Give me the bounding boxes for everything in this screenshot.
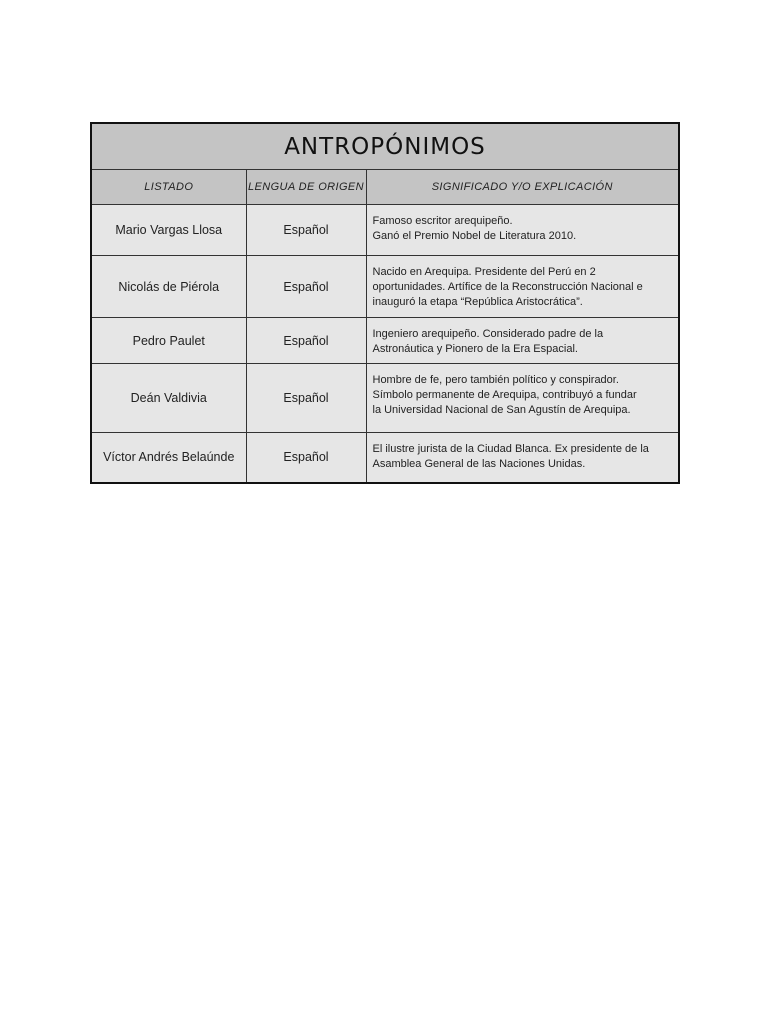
row-description — [366, 205, 679, 256]
table-title: ANTROPÓNIMOS — [91, 123, 679, 170]
header-listado: LISTADO — [91, 170, 246, 205]
description-line: Símbolo permanente de Arequipa, contribuyó a fundar — [372, 389, 637, 401]
table-row — [91, 433, 679, 483]
row-language: Español — [246, 364, 366, 433]
description-line: Ingeniero arequipeño. Considerado padre de la — [372, 328, 604, 340]
description-line: Nacido en Arequipa. Presidente del Perú en 2 — [372, 266, 596, 278]
row-name: Víctor Andrés Belaúnde — [91, 433, 246, 483]
row-description — [366, 433, 679, 483]
description-line: oportunidades. Artífice de la Reconstrucción Nacional e — [372, 281, 643, 293]
row-name: Mario Vargas Llosa — [91, 205, 246, 256]
table-row — [91, 318, 679, 364]
description-line: inauguró la etapa “República Aristocrática”. — [372, 296, 583, 308]
description-line: Ganó el Premio Nobel de Literatura 2010. — [372, 230, 577, 242]
table-row — [91, 256, 679, 318]
row-description — [366, 364, 679, 433]
antroponimos-table — [90, 122, 680, 484]
row-name: Deán Valdivia — [91, 364, 246, 433]
table-row — [91, 205, 679, 256]
description-line: la Universidad Nacional de San Agustín de Arequipa. — [372, 404, 631, 416]
row-language: Español — [246, 205, 366, 256]
header-lengua-de-origen: LENGUA DE ORIGEN — [246, 170, 366, 205]
row-name: Nicolás de Piérola — [91, 256, 246, 318]
header-significado: SIGNIFICADO Y/O EXPLICACIÓN — [366, 170, 679, 205]
row-language: Español — [246, 256, 366, 318]
description-line: Hombre de fe, pero también político y conspirador. — [372, 374, 619, 386]
description-line: Astronáutica y Pionero de la Era Espacial. — [372, 343, 578, 355]
description-line: Asamblea General de las Naciones Unidas. — [372, 458, 586, 470]
description-line: Famoso escritor arequipeño. — [372, 215, 513, 227]
row-description — [366, 318, 679, 364]
description-line: El ilustre jurista de la Ciudad Blanca. Ex presidente de la — [372, 443, 649, 455]
row-name: Pedro Paulet — [91, 318, 246, 364]
row-language: Español — [246, 318, 366, 364]
row-description — [366, 256, 679, 318]
table-row — [91, 364, 679, 433]
row-language: Español — [246, 433, 366, 483]
